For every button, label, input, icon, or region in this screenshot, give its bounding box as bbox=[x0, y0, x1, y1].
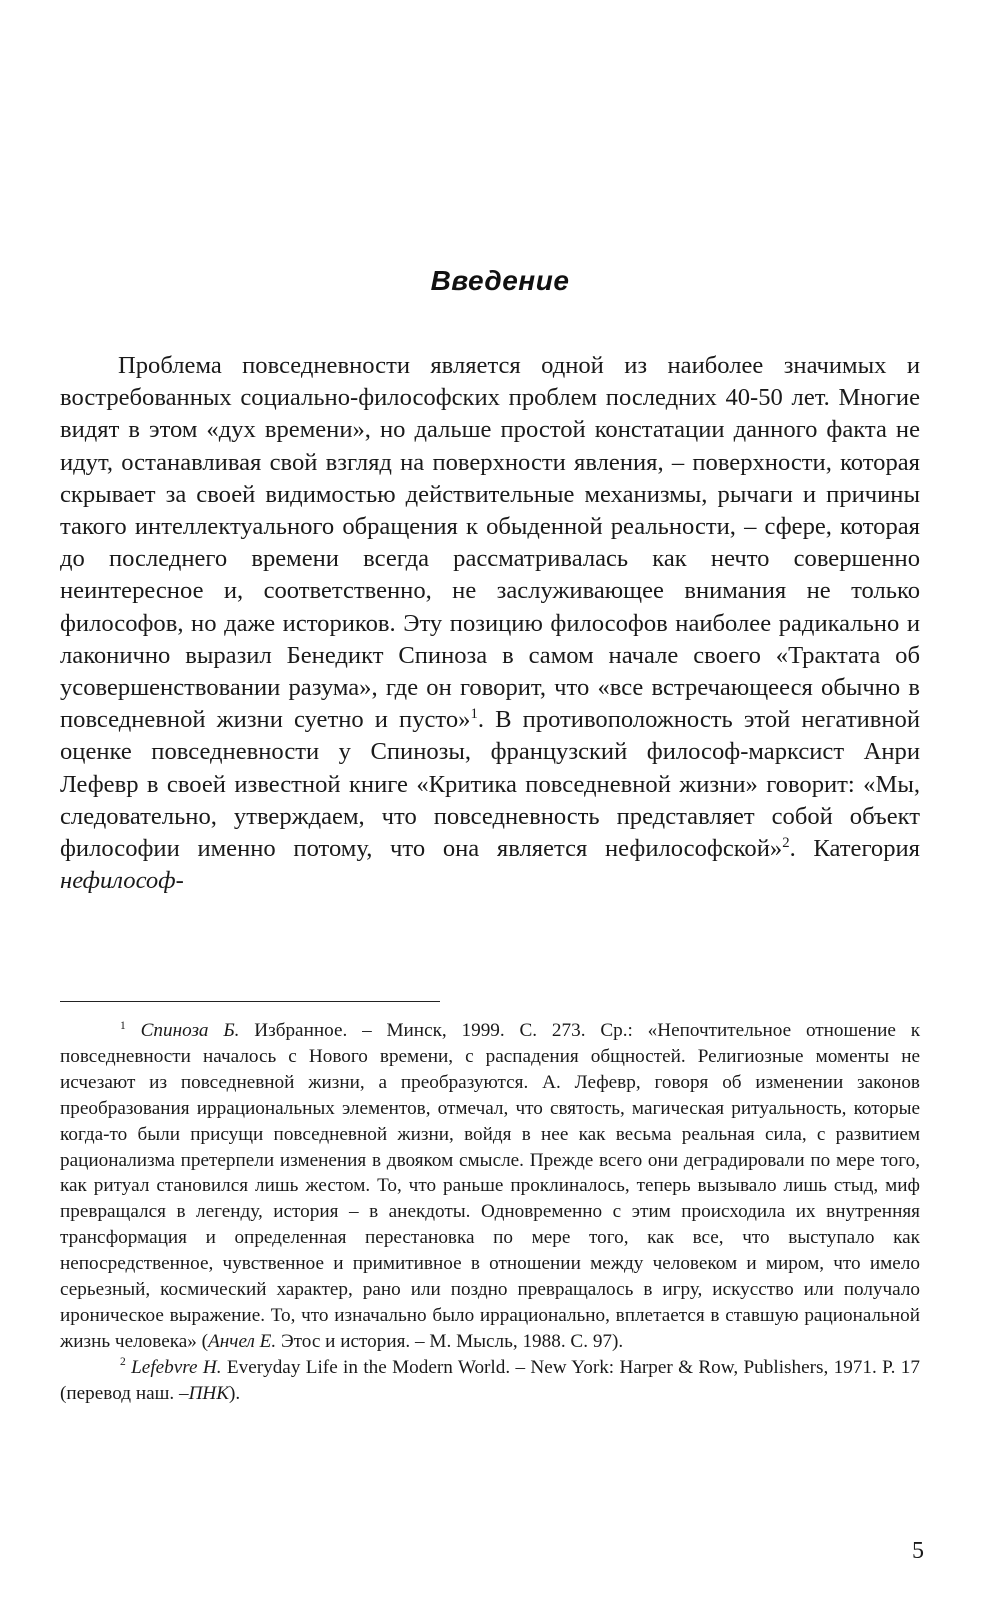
footnotes bbox=[60, 1018, 920, 1407]
footnote-author-secondary: ПНК bbox=[188, 1382, 230, 1404]
main-paragraph bbox=[60, 350, 920, 897]
paragraph-italic-term: нефилософ- bbox=[60, 867, 184, 895]
footnote-text-tail: ). bbox=[229, 1382, 241, 1404]
footnote-separator bbox=[60, 1001, 440, 1002]
page-number: 5 bbox=[912, 1538, 924, 1564]
chapter-title: Введение bbox=[430, 265, 570, 296]
paragraph-text-part-3: . Категория bbox=[789, 835, 920, 863]
footnote-text-tail: Этос и история. – М. Мысль, 1988. С. 97). bbox=[276, 1330, 624, 1352]
footnote-text: Everyday Life in the Modern World. – New York: Harper & Row, Publishers, 1971. P. 17 (перевод наш. – bbox=[60, 1356, 920, 1404]
footnote-ref-2: 2 bbox=[782, 834, 790, 851]
footnote-author-secondary: Анчел Е. bbox=[208, 1330, 277, 1352]
paragraph-text-part-1: Проблема повседневности является одной из наиболее значимых и востребованных социально-философских проблем последних 40-50 лет. Многие видят в этом «дух времени», но дальше простой констатации данного факта не идут, останавливая свой взгляд на поверхности явления, – поверхности, которая скрывает за своей видимостью действительные механизмы, рычаги и причины такого интеллектуального обращения к обыденной реальности, – сфере, которая до последнего времени всегда рассматривалась как нечто совершенно неинтересное и, соответственно, не заслуживающее внимания не только философов, но даже историков. Эту позицию философов наиболее радикально и лаконично выразил Бенедикт Спиноза в самом начале своего «Трактата об усовершенствовании разума», где он говорит, что «все встречающееся обычно в повседневной жизни суетно и пусто» bbox=[60, 352, 920, 734]
footnote-2: $^2$ Lefebvre H. Everyday Life in the Modern World. – New York: Harper & Row, Publishers, 1971. P. 17 (перевод наш. –ПНК). bbox=[60, 1356, 920, 1404]
footnote-author: Lefebvre H. bbox=[131, 1356, 222, 1378]
footnote-ref-1: 1 bbox=[470, 706, 478, 723]
footnote-1: $^1$ Спиноза Б. Избранное. – Минск, 1999. С. 273. Ср.: «Непочтительное отношение к повседневности началось с Нового времени, с распадения общностей. Религиозные моменты не исчезают из повседневной жизни, а преобразуются. А. Лефевр, говоря об изменении законов преобразования иррациональных элементов, отмечал, что святость, магическая ритуальность, которые когда-то были присущи повседневной жизни, войдя в нее как весьма реальная сила, с развитием рационализма претерпели изменения в двояком смысле. Прежде всего они деградировали по мере того, как ритуал становился лишь жестом. То, что раньше проклиналось, теперь вызывало лишь стыд, миф превращался в легенду, история – в анекдоты. Одновременно с этим происходила их внутренняя трансформация и определенная перестановка по мере того, как все, что выступало как непосредственное, чувственное и примитивное в отношении между человеком и миром, что имело серьезный, космический характер, рано или поздно превращалось в игру, искусство или получало ироническое выражение. То, что изначально было иррационально, вплетается в ставшую рациональной жизнь человека» (Анчел Е. Этос и история. – М. Мысль, 1988. С. 97). bbox=[60, 1019, 921, 1352]
paragraph-text-part-2: . В противоположность этой негативной оценке повседневности у Спинозы, французский философ-марксист Анри Лефевр в своей известной книге «Критика повседневной жизни» говорит: «Мы, следовательно, утверждаем, что повседневность представляет собой объект философии именно потому, что она является нефилософской» bbox=[60, 706, 920, 863]
footnote-author: Спиноза Б. bbox=[140, 1020, 240, 1041]
footnote-text: Избранное. – Минск, 1999. С. 273. Ср.: «Непочтительное отношение к повседневности началось с Нового времени, с распадения общностей. Религиозные моменты не исчезают из повседневной жизни, а преобразуются. А. Лефевр, говоря об изменении законов преобразования иррациональных элементов, отмечал, что святость, магическая ритуальность, которые когда-то были присущи повседневной жизни, войдя в нее как весьма реальная сила, с развитием рационализма претерпели изменения в двояком смысле. Прежде всего они деградировали по мере того, как ритуал становился лишь жестом. То, что раньше проклиналось, теперь вызывало лишь стыд, миф превращался в легенду, история – в анекдоты. Одновременно с этим происходила их внутренняя трансформация и определенная перестановка по мере того, как все, что выступало как непосредственное, чувственное и примитивное в отношении между человеком и миром, что имело серьезный, космический характер, рано или поздно превращалось в игру, искусство или получало ироническое выражение. То, что изначально было иррационально, вплетается в ставшую рациональной жизнь человека» ( bbox=[60, 1020, 921, 1352]
